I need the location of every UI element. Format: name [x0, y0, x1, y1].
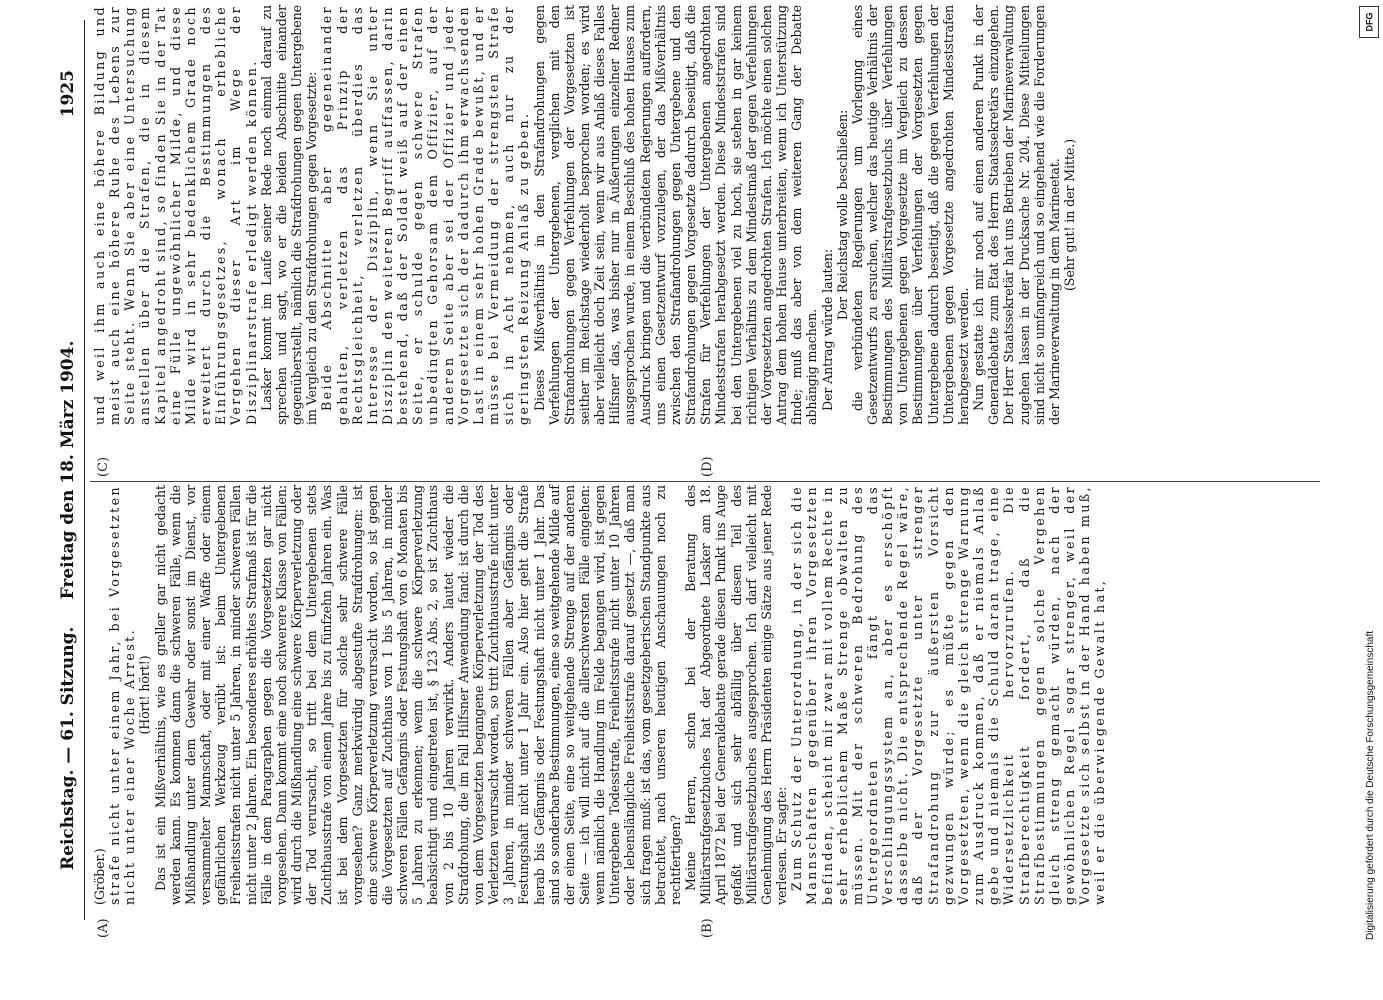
quotation: und weil ihm auch eine höhere Bildung und meist auch eine höhere Ruhe des Lebens zur Seite steht. Wenn Sie aber eine Untersuchung anstellen über die Strafen, die in diesem Kapitel angedroht sind, so finden Sie in der Tat eine Fülle ungewöhnlicher Milde, und diese Milde wird in sehr bedenklichem Grade noch erweitert durch die Bestimmungen des Einführungsgesetzes, wonach erhebliche Vergehen dieser Art im Wege der Disziplinarstrafe erledigt werden können.: [92, 5, 259, 425]
margin-marker-a: (A): [96, 918, 111, 938]
interjection: (Sehr gut! in der Mitte.): [1062, 138, 1077, 292]
paragraph: Meine Herren, schon bei der Beratung des Militärstrafgesetzbuches hat der Abgeordnete Lasker am 18. April 1872 bei der Generaldebatte gerade diesen Punkt ins Auge gefaßt und sich sehr abfällig über diesen Teil des Militärstrafgesetzbuches ausgesprochen. Ich darf vielleicht mit Genehmigung des Herrn Präsidenten einige Sätze aus jener Rede verlesen. Er sagte:: [683, 485, 790, 905]
margin-marker-d: (D): [700, 456, 715, 477]
column-divider: [90, 481, 1320, 482]
dfg-logo: [1359, 6, 1379, 38]
right-column: [92, 5, 1077, 425]
quotation: Beide Abschnitte aber gegeneinander gehalten, verletzen das Prinzip der Rechtsgleichheit, verletzen überdies das Interesse der Disziplin, wenn Sie unter Disziplin den weiteren Begriff auffassen, darin bestehend, daß der Soldat weiß auf der einen Seite, er schulde gegen schwere Strafen unbedingten Gehorsam dem Offizier, auf der anderen Seite aber sei der Offizier und jeder Vorgesetzte sich der dadurch ihm erwachsenden Last in einem sehr hohen Grade bewußt, und er müsse bei Vermeidung der strengsten Strafe sich in Acht nehmen, auch nur zu der geringsten Reizung Anlaß zu geben.: [319, 5, 532, 425]
paragraph: Der Antrag würde lauten:: [819, 249, 835, 411]
motion-heading: Der Reichstag wolle beschließen:: [834, 109, 850, 321]
page-number: 1925: [58, 70, 78, 118]
paragraph: Nun gestatte ich mir noch auf einen anderen Punkt in der Generaldebatte zum Etat des Herrn Staatssekretärs einzugehen. Der Herr Staatssekretär hat uns Betrieben der Marineverwaltung zugehen lassen in der Drucksache Nr. 204. Diese Mitteilungen sind nicht so umfangreich und so eingehend wie die Forderungen der Marineverwaltung in dem Marineetat.: [971, 5, 1062, 425]
interjection: (Hört! hört!): [137, 655, 153, 735]
dfg-logo-text: DFG: [1364, 12, 1374, 32]
left-column: [92, 485, 1107, 905]
header-session: Reichstag. — 61. Sitzung.: [58, 626, 78, 870]
margin-marker-b: (B): [700, 918, 715, 938]
header-date: Freitag den 18. März 1904.: [58, 340, 78, 600]
motion-text: die verbündeten Regierungen um Vorlegung eines Gesetzentwurfs zu ersuchen, welcher das heutige Verhältnis der Bestimmungen des Militärstrafgesetzbuchs über Verfehlungen von Untergebenen gegen Vorgesetzte im Vergleich zu dessen Bestimmungen über Verfehlungen der Vorgesetzten gegen Untergebene dadurch beseitigt, daß die gegen Verfehlungen der Untergebenen gegen Vorgesetzte angedrohten Mindeststrafen herabgesetzt werden.: [849, 5, 971, 425]
paragraph: Das ist ein Mißverhältnis, wie es greller gar nicht gedacht werden kann. Es kommen dann die schweren Fälle, wenn die Mißhandlung unter dem Gewehr oder sonst im Dienst, vor versammelter Mannschaft, oder mit einer Waffe oder einem gefährlichen Werkzeug verübt ist: beim Untergebenen Freiheitsstrafen nicht unter 5 Jahren, in minder schweren Fällen nicht unter 2 Jahren. Ein besonderes erhöhtes Strafmaß ist für die Fälle in dem Paragraphen gegen die Vorgesetzten gar nicht vorgesehen. Dann kommt eine noch schwerere Klasse von Fällen: wird durch die Mißhandlung eine schwere Körperverletzung oder der Tod verursacht, so tritt bei dem Untergebenen stets Zuchthausstrafe von einem Jahre bis zu fünfzehn Jahren ein. Was ist bei dem Vorgesetzten für solche sehr schwere Fälle vorgesehen? Ganz merkwürdig abgestufte Strafdrohungen: ist eine schwere Körperverletzung verursacht worden, so ist gegen die Vorgesetzten auf Zuchthaus von 1 bis 5 Jahren, in minder schweren Fällen Gefängnis oder Festungshaft von 6 Monaten bis 5 Jahren zu erkennen; wenn die schwere Körperverletzung beabsichtigt und eingetreten ist, § 123 Abs. 2, so ist Zuchthaus von 2 bis 10 Jahren verwirkt. Anders lautet wieder die Strafdrohung, die im Fall Hilfsner Anwendung fand: ist durch die von dem Vorgesetzten begangene Körperverletzung der Tod des Verletzten verursacht worden, so tritt Zuchthausstrafe nicht unter 3 Jahren, in minder schweren Fällen aber Gefängnis oder Festungshaft nicht unter 1 Jahr ein. Also hier geht die Strafe herab bis Gefängnis oder Festungshaft nicht unter 1 Jahr. Das sind so sonderbare Bestimmungen, eine so weitgehende Milde auf der einen Seite, eine so weitgehende Strenge auf der anderen Seite — ich will nicht auf die allerschwersten Fälle eingehen: wenn nämlich die Handlung im Felde begangen wird, ist gegen Untergebene Todesstrafe, Freiheitsstrafe nicht unter 10 Jahren oder lebenslängliche Freiheitsstrafe darauf gesetzt —, daß man sich fragen muß: ist das, vom gesetzgeberischen Standpunkte aus betrachtet, nach unseren heutigen Anschauungen noch zu rechtfertigen?: [152, 485, 683, 905]
paragraph: Dieses Mißverhältnis in den Strafandrohungen gegen Verfehlungen der Untergebenen, verglichen mit den Strafandrohungen gegen Verfehlungen der Vorgesetzten ist seither im Reichstage wiederholt besprochen worden; es wird aber vielleicht doch Zeit sein, wenn wir aus Anlaß dieses Falles Hilfsner das, was bisher nur in Äußerungen einzelner Redner ausgesprochen wurde, in einem Beschluß des hohen Hauses zum Ausdruck bringen und die verbündeten Regierungen auffordern, uns einen Gesetzentwurf vorzulegen, der das Mißverhältnis zwischen den Strafandrohungen gegen Untergebene und den Strafandrohungen gegen Vorgesetzte dadurch beseitigt, daß die Strafen für Verfehlungen der Untergebenen angedrohten Mindeststrafen herabgesetzt werden. Diese Mindeststrafen sind bei den Untergebenen viel zu hoch, sie stehen in gar keinem richtigen Verhältnis zu dem Mindestmaß der gegen Verfehlungen der Vorgesetzten angedrohten Strafen. Ich möchte einen solchen Antrag dem hohen Hause unterbreiten, wenn ich Unterstützung finde; muß das aber von dem weiteren Gang der Debatte abhängig machen.: [531, 5, 820, 425]
quotation: Zum Schutz der Unterordnung, in der sich die Mannschaften gegenüber ihren Vorgesetzten befinden, scheint mir zwar mit vollem Rechte in sehr erheblichem Maße Strenge obwalten zu müssen. Mit der schweren Bedrohung des Untergeordneten fängt das Verschlingungssystem an, aber es erschöpft dasselbe nicht. Die entsprechende Regel wäre, daß der Vorgesetzte unter strenger Strafandrohung zur äußersten Vorsicht gezwungen würde; es müßte gegen den Vorgesetzten, wenn die gleich strenge Warnung zum Ausdruck kommen, daß er niemals Anlaß gebe und niemals die Schuld daran trage, eine Widersetzlichkeit hervorzurufen. Die Strafberechtigkeit fordert, daß die Strafbestimmungen gegen solche Vergehen gleich streng gemacht würden, nach der gewöhnlichen Regel sogar strenger, weil der Vorgesetzte sich selbst in der Hand haben muß, weil er die überwiegende Gewalt hat,: [789, 485, 1108, 905]
paragraph: Lasker kommt im Laufe seiner Rede noch einmal darauf zu sprechen und sagt, wo er die beiden Abschnitte einander gegenüberstellt, nämlich die Strafdrohungen gegen Untergebene im Vergleich zu den Strafdrohungen gegen Vorgesetzte:: [258, 5, 320, 425]
paragraph: strafe nicht unter einem Jahr, bei Vorgesetzten nicht unter einer Woche Arrest.: [107, 485, 138, 905]
header-rule: [84, 20, 85, 920]
speaker-tag: (Gröber.): [92, 848, 107, 905]
margin-marker-c: (C): [96, 456, 111, 477]
digitization-note-text: Digitalisierung gefördert durch die Deutsche Forschungsgemeinschaft: [1365, 630, 1376, 940]
digitization-note: [1363, 40, 1377, 940]
